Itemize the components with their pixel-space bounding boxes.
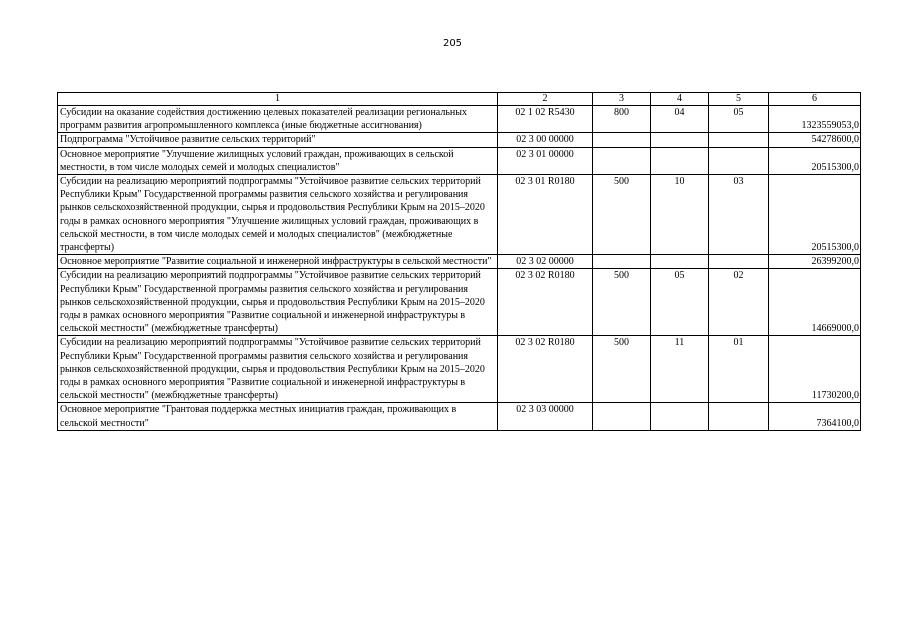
- row-col-5: [709, 255, 769, 269]
- row-code: 02 3 02 R0180: [498, 269, 593, 336]
- row-amount: 26399200,0: [769, 255, 861, 269]
- table-row: [58, 147, 861, 174]
- budget-table: [57, 92, 861, 431]
- row-description: Субсидии на реализацию мероприятий подпрограммы "Устойчивое развитие сельских территорий Республики Крым" Государственной программы развития сельского хозяйства и регулирования рынков сельскохозяйственной продукции, сырья и продовольствия Республики Крым на 2015–2020 годы в рамках основного мероприятия "Развитие социальной и инженерной инфраструктуры в сельской местности" (межбюджетные трансферты): [58, 336, 498, 403]
- row-code: 02 3 03 00000: [498, 403, 593, 430]
- row-col-5: 05: [709, 106, 769, 133]
- row-col-5: 02: [709, 269, 769, 336]
- table-row: [58, 403, 861, 430]
- row-amount: 54278600,0: [769, 133, 861, 147]
- row-col-4: [651, 255, 709, 269]
- row-code: 02 3 00 00000: [498, 133, 593, 147]
- table-row: [58, 269, 861, 336]
- row-amount: 11730200,0: [769, 336, 861, 403]
- row-description: Основное мероприятие "Грантовая поддержка местных инициатив граждан, проживающих в сельской местности": [58, 403, 498, 430]
- row-col-5: 03: [709, 175, 769, 255]
- row-code: 02 3 01 00000: [498, 147, 593, 174]
- header-col-6: 6: [769, 93, 861, 106]
- row-col-5: [709, 403, 769, 430]
- row-amount: 20515300,0: [769, 147, 861, 174]
- row-amount: 7364100,0: [769, 403, 861, 430]
- row-amount: 14669000,0: [769, 269, 861, 336]
- row-col-4: 05: [651, 269, 709, 336]
- page-number: 205: [442, 38, 463, 49]
- row-code: 02 3 02 00000: [498, 255, 593, 269]
- row-code: 02 1 02 R5430: [498, 106, 593, 133]
- row-col-5: [709, 147, 769, 174]
- header-col-3: 3: [593, 93, 651, 106]
- row-amount: 1323559053,0: [769, 106, 861, 133]
- row-col-3: 500: [593, 175, 651, 255]
- table-row: [58, 106, 861, 133]
- row-code: 02 3 01 R0180: [498, 175, 593, 255]
- table-row: [58, 255, 861, 269]
- row-col-3: [593, 403, 651, 430]
- row-col-3: 800: [593, 106, 651, 133]
- row-col-5: [709, 133, 769, 147]
- row-col-3: [593, 133, 651, 147]
- row-col-3: [593, 255, 651, 269]
- row-amount: 20515300,0: [769, 175, 861, 255]
- row-description: Подпрограмма "Устойчивое развитие сельских территорий": [58, 133, 498, 147]
- row-col-4: 11: [651, 336, 709, 403]
- row-col-4: [651, 133, 709, 147]
- row-col-3: 500: [593, 336, 651, 403]
- header-row: [58, 93, 861, 106]
- row-col-3: [593, 147, 651, 174]
- header-col-4: 4: [651, 93, 709, 106]
- row-col-4: [651, 147, 709, 174]
- row-col-4: [651, 403, 709, 430]
- header-col-1: 1: [58, 93, 498, 106]
- row-code: 02 3 02 R0180: [498, 336, 593, 403]
- table-row: [58, 175, 861, 255]
- row-description: Субсидии на реализацию мероприятий подпрограммы "Устойчивое развитие сельских территорий Республики Крым" Государственной программы развития сельского хозяйства и регулирования рынков сельскохозяйственной продукции, сырья и продовольствия Республики Крым на 2015–2020 годы в рамках основного мероприятия "Развитие социальной и инженерной инфраструктуры в сельской местности" (межбюджетные трансферты): [58, 269, 498, 336]
- row-description: Основное мероприятие "Развитие социальной и инженерной инфраструктуры в сельской местности": [58, 255, 498, 269]
- row-col-4: 10: [651, 175, 709, 255]
- row-col-4: 04: [651, 106, 709, 133]
- table-row: [58, 133, 861, 147]
- row-col-5: 01: [709, 336, 769, 403]
- row-description: Субсидии на оказание содействия достижению целевых показателей реализации региональных программ развития агропромышленного комплекса (иные бюджетные ассигнования): [58, 106, 498, 133]
- header-col-2: 2: [498, 93, 593, 106]
- header-col-5: 5: [709, 93, 769, 106]
- table-row: [58, 336, 861, 403]
- row-description: Субсидии на реализацию мероприятий подпрограммы "Устойчивое развитие сельских территорий Республики Крым" Государственной программы развития сельского хозяйства и регулирования рынков сельскохозяйственной продукции, сырья и продовольствия Республики Крым на 2015–2020 годы в рамках основного мероприятия "Улучшение жилищных условий граждан, проживающих в сельской местности, в том числе молодых семей и молодых специалистов" (межбюджетные трансферты): [58, 175, 498, 255]
- row-description: Основное мероприятие "Улучшение жилищных условий граждан, проживающих в сельской местности, в том числе молодых семей и молодых специалистов": [58, 147, 498, 174]
- row-col-3: 500: [593, 269, 651, 336]
